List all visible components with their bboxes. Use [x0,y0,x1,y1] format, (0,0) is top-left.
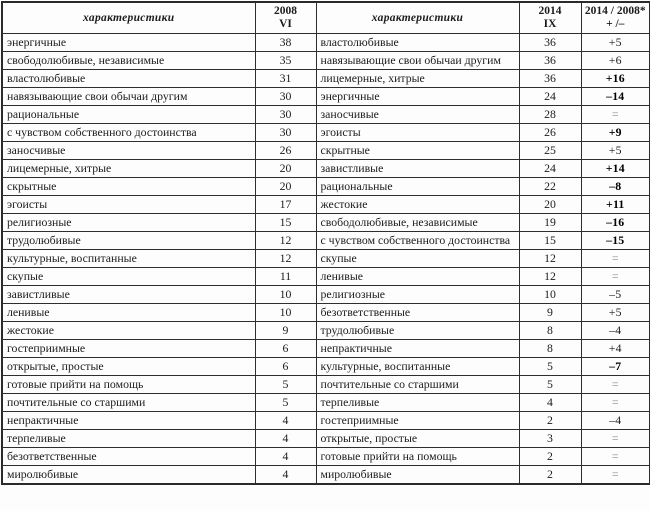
left-characteristic-cell: энергичные [2,34,255,52]
left-2008-value-cell: 4 [255,466,316,484]
diff-value-cell: +4 [581,340,650,358]
right-2014-value-cell: 20 [519,196,581,214]
right-2014-value-cell: 5 [519,358,581,376]
right-2014-value-cell: 36 [519,52,581,70]
header-2008-year: 2008 [274,5,297,17]
diff-value-cell: = [581,448,650,466]
table-row [2,124,650,142]
diff-value-cell: –14 [581,88,650,106]
table-row [2,196,650,214]
left-characteristic-cell: с чувством собственного достоинства [2,124,255,142]
right-characteristic-cell: скрытные [316,142,519,160]
right-2014-value-cell: 26 [519,124,581,142]
left-2008-value-cell: 30 [255,124,316,142]
left-characteristic-cell: гостеприимные [2,340,255,358]
right-characteristic-cell: готовые прийти на помощь [316,448,519,466]
right-characteristic-cell: трудолюбивые [316,322,519,340]
diff-value-cell: –8 [581,178,650,196]
left-2008-value-cell: 20 [255,160,316,178]
table-row [2,412,650,430]
table-row [2,286,650,304]
header-row [2,2,650,34]
right-characteristic-cell: с чувством собственного достоинства [316,232,519,250]
right-characteristic-cell: рациональные [316,178,519,196]
right-characteristic-cell: безответственные [316,304,519,322]
right-2014-value-cell: 8 [519,340,581,358]
diff-value-cell: –15 [581,232,650,250]
table-row [2,70,650,88]
left-characteristic-cell: почтительные со старшими [2,394,255,412]
right-characteristic-cell: энергичные [316,88,519,106]
diff-value-cell: = [581,268,650,286]
right-2014-value-cell: 4 [519,394,581,412]
left-2008-value-cell: 15 [255,214,316,232]
left-characteristic-cell: безответственные [2,448,255,466]
right-2014-value-cell: 24 [519,88,581,106]
right-characteristic-cell: религиозные [316,286,519,304]
table-body [2,34,650,484]
diff-value-cell: +5 [581,304,650,322]
left-characteristic-cell: завистливые [2,286,255,304]
diff-value-cell: –7 [581,358,650,376]
table-row [2,466,650,484]
table-row [2,142,650,160]
right-characteristic-cell: культурные, воспитанные [316,358,519,376]
diff-value-cell: –5 [581,286,650,304]
left-characteristic-cell: заносчивые [2,142,255,160]
right-2014-value-cell: 22 [519,178,581,196]
table-row [2,232,650,250]
right-2014-value-cell: 12 [519,250,581,268]
right-characteristic-cell: властолюбивые [316,34,519,52]
table-row [2,304,650,322]
right-characteristic-cell: скупые [316,250,519,268]
header-diff-sign: + /– [606,18,625,30]
right-2014-value-cell: 9 [519,304,581,322]
header-2014-year: 2014 [538,5,562,17]
right-characteristic-cell: миролюбивые [316,466,519,484]
diff-value-cell: +11 [581,196,650,214]
right-2014-value-cell: 36 [519,34,581,52]
table-row [2,88,650,106]
diff-value-cell: –4 [581,412,650,430]
left-characteristic-cell: готовые прийти на помощь [2,376,255,394]
right-2014-value-cell: 2 [519,466,581,484]
left-characteristic-cell: скрытные [2,178,255,196]
left-characteristic-cell: миролюбивые [2,466,255,484]
right-characteristic-cell: заносчивые [316,106,519,124]
right-2014-value-cell: 2 [519,448,581,466]
right-2014-value-cell: 36 [519,70,581,88]
left-characteristic-cell: рациональные [2,106,255,124]
right-characteristic-cell: эгоисты [316,124,519,142]
left-2008-value-cell: 9 [255,322,316,340]
header-left-characteristics: характеристики [2,2,255,34]
right-2014-value-cell: 2 [519,412,581,430]
right-characteristic-cell: навязывающие свои обычаи другим [316,52,519,70]
left-characteristic-cell: культурные, воспитанные [2,250,255,268]
table-row [2,394,650,412]
left-2008-value-cell: 17 [255,196,316,214]
right-characteristic-cell: свободолюбивые, независимые [316,214,519,232]
header-2008-month: VI [279,18,292,30]
right-characteristic-cell: терпеливые [316,394,519,412]
right-2014-value-cell: 10 [519,286,581,304]
right-2014-value-cell: 25 [519,142,581,160]
header-2014-month: IX [543,18,557,30]
left-2008-value-cell: 26 [255,142,316,160]
left-characteristic-cell: религиозные [2,214,255,232]
left-2008-value-cell: 10 [255,286,316,304]
diff-value-cell: = [581,430,650,448]
left-2008-value-cell: 5 [255,394,316,412]
diff-value-cell: +6 [581,52,650,70]
left-characteristic-cell: жестокие [2,322,255,340]
right-2014-value-cell: 15 [519,232,581,250]
left-characteristic-cell: эгоисты [2,196,255,214]
right-characteristic-cell: гостеприимные [316,412,519,430]
table-row [2,178,650,196]
right-characteristic-cell: непрактичные [316,340,519,358]
left-2008-value-cell: 20 [255,178,316,196]
right-2014-value-cell: 12 [519,268,581,286]
diff-value-cell: +5 [581,34,650,52]
left-characteristic-cell: непрактичные [2,412,255,430]
left-characteristic-cell: терпеливые [2,430,255,448]
right-2014-value-cell: 19 [519,214,581,232]
left-characteristic-cell: лицемерные, хитрые [2,160,255,178]
left-characteristic-cell: скупые [2,268,255,286]
table-row [2,376,650,394]
diff-value-cell: = [581,466,650,484]
table-row [2,322,650,340]
left-characteristic-cell: трудолюбивые [2,232,255,250]
left-characteristic-cell: ленивые [2,304,255,322]
left-2008-value-cell: 6 [255,340,316,358]
diff-value-cell: = [581,376,650,394]
diff-value-cell: = [581,394,650,412]
left-2008-value-cell: 30 [255,88,316,106]
diff-value-cell: +5 [581,142,650,160]
left-2008-value-cell: 31 [255,70,316,88]
diff-value-cell: +9 [581,124,650,142]
diff-value-cell: +14 [581,160,650,178]
left-characteristic-cell: свободолюбивые, независимые [2,52,255,70]
diff-value-cell: –4 [581,322,650,340]
header-2014-column [519,2,581,34]
left-characteristic-cell: властолюбивые [2,70,255,88]
right-characteristic-cell: жестокие [316,196,519,214]
table-row [2,430,650,448]
document-page [0,1,650,511]
left-2008-value-cell: 4 [255,448,316,466]
right-characteristic-cell: ленивые [316,268,519,286]
table-row [2,268,650,286]
left-2008-value-cell: 4 [255,430,316,448]
diff-value-cell: = [581,106,650,124]
left-characteristic-cell: навязывающие свои обычаи другим [2,88,255,106]
header-right-characteristics: характеристики [316,2,519,34]
table-row [2,340,650,358]
table-row [2,358,650,376]
diff-value-cell: +16 [581,70,650,88]
right-characteristic-cell: лицемерные, хитрые [316,70,519,88]
left-2008-value-cell: 12 [255,232,316,250]
right-2014-value-cell: 5 [519,376,581,394]
left-2008-value-cell: 11 [255,268,316,286]
table-row [2,160,650,178]
table-row [2,52,650,70]
characteristics-comparison-table [1,1,650,485]
left-2008-value-cell: 12 [255,250,316,268]
right-characteristic-cell: завистливые [316,160,519,178]
left-2008-value-cell: 6 [255,358,316,376]
table-row [2,106,650,124]
table-row [2,214,650,232]
left-2008-value-cell: 4 [255,412,316,430]
right-characteristic-cell: открытые, простые [316,430,519,448]
table-row [2,448,650,466]
header-2008-column [255,2,316,34]
right-characteristic-cell: почтительные со старшими [316,376,519,394]
table-row [2,34,650,52]
left-2008-value-cell: 38 [255,34,316,52]
right-2014-value-cell: 8 [519,322,581,340]
left-characteristic-cell: открытые, простые [2,358,255,376]
right-2014-value-cell: 24 [519,160,581,178]
header-diff-column [581,2,650,34]
diff-value-cell: –16 [581,214,650,232]
left-2008-value-cell: 35 [255,52,316,70]
table-row [2,250,650,268]
right-2014-value-cell: 3 [519,430,581,448]
header-diff-title: 2014 / 2008* [584,5,646,17]
left-2008-value-cell: 30 [255,106,316,124]
left-2008-value-cell: 10 [255,304,316,322]
diff-value-cell: = [581,250,650,268]
right-2014-value-cell: 28 [519,106,581,124]
left-2008-value-cell: 5 [255,376,316,394]
